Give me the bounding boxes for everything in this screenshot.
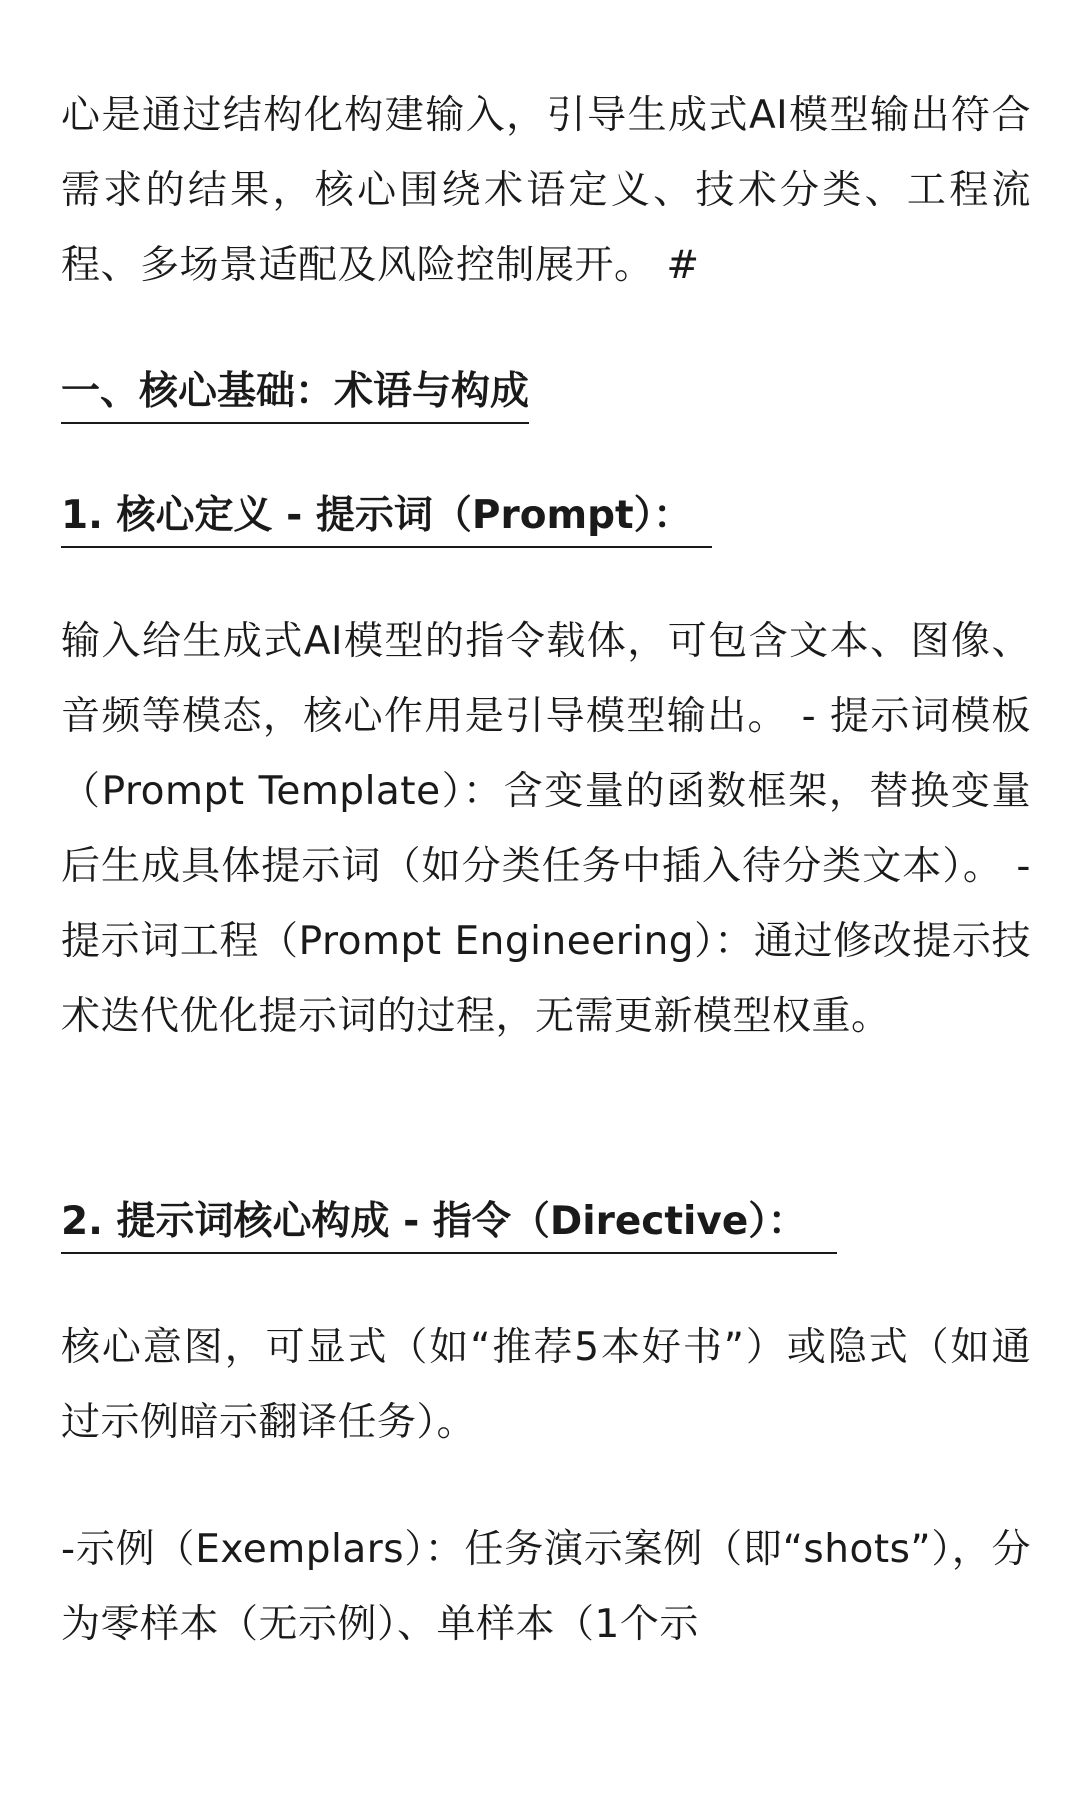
exemplars-paragraph: -示例（Exemplars）：任务演示案例（即“shots”），分为零样本（无示例）、单样本（1个示 bbox=[61, 1527, 1031, 1647]
subsection-2-paragraph: 核心意图，可显式（如“推荐5本好书”）或隐式（如通过示例暗示翻译任务）。 bbox=[61, 1325, 1031, 1445]
section-1-heading: 一、核心基础：术语与构成 bbox=[61, 366, 529, 424]
subsection-1-heading: 1. 核心定义 - 提示词（Prompt）： bbox=[61, 490, 712, 548]
subsection-1-paragraph: 输入给生成式AI模型的指令载体，可包含文本、图像、音频等模态，核心作用是引导模型输出。 - 提示词模板（Prompt Template）：含变量的函数框架，替换变量后生成具体提示词（如分类任务中插入待分类文本）。 - 提示词工程（Prompt Engineering）：通过修改提示技术迭代优化提示词的过程，无需更新模型权重。 bbox=[61, 619, 1031, 1039]
intro-paragraph: 心是通过结构化构建输入，引导生成式AI模型输出符合需求的结果，核心围绕术语定义、技术分类、工程流程、多场景适配及风险控制展开。 # bbox=[61, 93, 1031, 288]
subsection-2-heading: 2. 提示词核心构成 - 指令（Directive）： bbox=[61, 1196, 837, 1254]
